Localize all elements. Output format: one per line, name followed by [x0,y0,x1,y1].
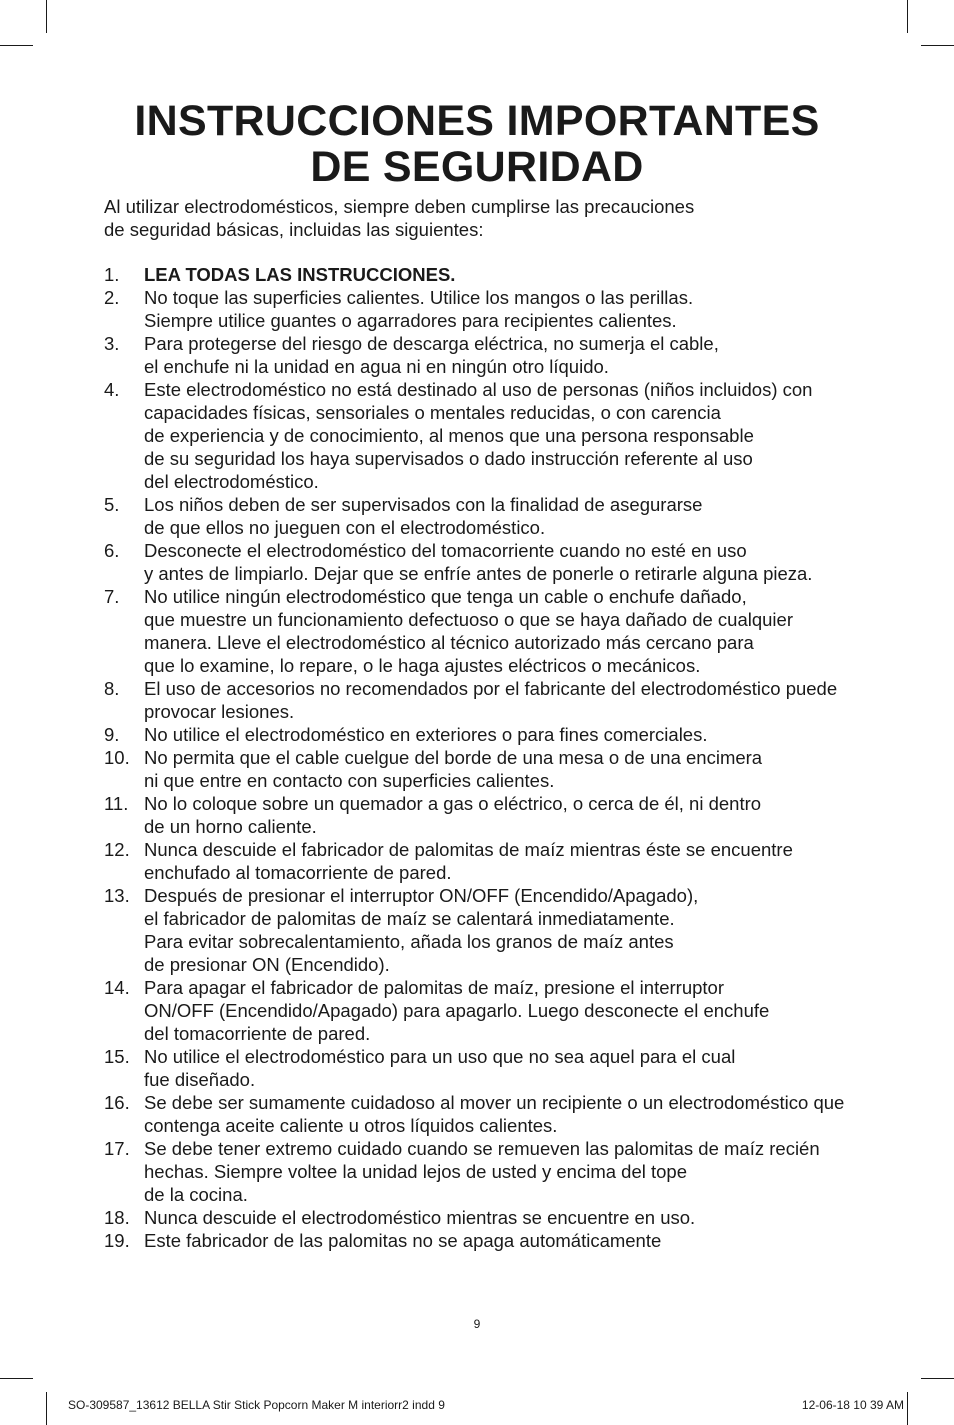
list-item-text-line: el enchufe ni la unidad en agua ni en ningún otro líquido. [144,356,609,377]
page-title-line-2: DE SEGURIDAD [310,143,644,191]
list-item [104,585,864,677]
intro-line-2: de seguridad básicas, incluidas las siguientes: [104,219,484,240]
list-item [104,1091,864,1137]
list-item [104,493,864,539]
list-item-number: 13. [104,885,130,906]
page-title [0,98,954,190]
list-item-text-line: del electrodoméstico. [144,471,319,492]
list-item [104,378,864,493]
crop-mark-top-left-vertical [46,0,47,33]
list-item-text-line: Siempre utilice guantes o agarradores para recipientes calientes. [144,310,677,331]
crop-mark-top-right-vertical [907,0,908,33]
intro-paragraph [104,195,864,241]
list-item-text-line: Nunca descuide el fabricador de palomitas de maíz mientras éste se encuentre [144,839,793,860]
crop-mark-bottom-left-horizontal [0,1378,33,1379]
list-item-text-line: capacidades físicas, sensoriales o mentales reducidas, o con carencia [144,402,721,423]
list-item-text-line: de experiencia y de conocimiento, al menos que una persona responsable [144,425,754,446]
list-item-text-line: y antes de limpiarlo. Dejar que se enfríe antes de ponerle o retirarle alguna pieza. [144,563,813,584]
list-item-text-line: Desconecte el electrodoméstico del tomacorriente cuando no esté en uso [144,540,747,561]
list-item-text-line: No utilice el electrodoméstico en exteriores o para fines comerciales. [144,724,708,745]
list-item-text-line: No lo coloque sobre un quemador a gas o eléctrico, o cerca de él, ni dentro [144,793,762,814]
list-item-text-line: que muestre un funcionamiento defectuoso o que se haya dañado de cualquier [144,609,793,630]
list-item [104,746,864,792]
list-item-text-line: Se debe ser sumamente cuidadoso al mover un recipiente o un electrodoméstico que [144,1092,845,1113]
list-item-number: 17. [104,1138,130,1159]
list-item-text-line: hechas. Siempre voltee la unidad lejos de usted y encima del tope [144,1161,688,1182]
list-item-number: 15. [104,1046,130,1067]
list-item-number: 4. [104,379,120,400]
list-item-number: 11. [104,793,129,814]
list-item [104,976,864,1045]
list-item-text-line: provocar lesiones. [144,701,295,722]
footer-file-name: SO-309587_13612 BELLA Stir Stick Popcorn Maker M interiorr2 indd 9 [68,1398,445,1412]
list-item-text-line: El uso de accesorios no recomendados por el fabricante del electrodoméstico puede [144,678,838,699]
list-item [104,1206,864,1229]
list-item-text-line: de presionar ON (Encendido). [144,954,390,975]
list-item-text-line: Para apagar el fabricador de palomitas de maíz, presione el interruptor [144,977,724,998]
list-item-text-line: de que ellos no jueguen con el electrodoméstico. [144,517,546,538]
list-item-text-line: del tomacorriente de pared. [144,1023,371,1044]
list-item-text-line: manera. Lleve el electrodoméstico al técnico autorizado más cercano para [144,632,754,653]
list-item-text-line: LEA TODAS LAS INSTRUCCIONES. [144,264,456,285]
list-item [104,1229,864,1252]
list-item-number: 7. [104,586,120,607]
list-item-number: 12. [104,839,130,860]
list-item-text-line: que lo examine, lo repare, o le haga ajustes eléctricos o mecánicos. [144,655,701,676]
list-item [104,884,864,976]
list-item [104,792,864,838]
list-item-text-line: No permita que el cable cuelgue del borde de una mesa o de una encimera [144,747,763,768]
list-item [104,1045,864,1091]
list-item-text-line: ni que entre en contacto con superficies calientes. [144,770,555,791]
intro-line-1: Al utilizar electrodomésticos, siempre deben cumplirse las precauciones [104,196,695,217]
list-item [104,332,864,378]
list-item [104,263,864,286]
list-item-text-line: enchufado al tomacorriente de pared. [144,862,452,883]
list-item-text-line: Este electrodoméstico no está destinado al uso de personas (niños incluidos) con [144,379,813,400]
list-item-text-line: Para evitar sobrecalentamiento, añada los granos de maíz antes [144,931,674,952]
list-item-text-line: fue diseñado. [144,1069,256,1090]
list-item-text-line: Después de presionar el interruptor ON/OFF (Encendido/Apagado), [144,885,699,906]
crop-mark-bottom-right-vertical [907,1392,908,1425]
list-item-number: 9. [104,724,120,745]
list-item-text-line: Para protegerse del riesgo de descarga eléctrica, no sumerja el cable, [144,333,719,354]
safety-instructions-list [104,263,864,1252]
list-item-text-line: el fabricador de palomitas de maíz se calentará inmediatamente. [144,908,675,929]
list-item-number: 18. [104,1207,130,1228]
list-item-text-line: No toque las superficies calientes. Utilice los mangos o las perillas. [144,287,694,308]
footer-timestamp: 12-06-18 10 39 AM [801,1398,904,1412]
list-item-number: 8. [104,678,120,699]
crop-mark-top-right-horizontal [921,45,954,46]
list-item-text-line: Nunca descuide el electrodoméstico mientras se encuentre en uso. [144,1207,696,1228]
list-item-text-line: No utilice el electrodoméstico para un uso que no sea aquel para el cual [144,1046,736,1067]
list-item [104,677,864,723]
list-item [104,286,864,332]
list-item [104,539,864,585]
list-item-number: 5. [104,494,120,515]
page-number: 9 [473,1317,481,1331]
list-item-text-line: de su seguridad los haya supervisados o dado instrucción referente al uso [144,448,753,469]
list-item-number: 6. [104,540,120,561]
list-item-text-line: No utilice ningún electrodoméstico que tenga un cable o enchufe dañado, [144,586,747,607]
list-item-number: 10. [104,747,130,768]
crop-mark-top-left-horizontal [0,45,33,46]
list-item-number: 14. [104,977,130,998]
list-item-text-line: Este fabricador de las palomitas no se apaga automáticamente [144,1230,662,1251]
list-item-text-line: de la cocina. [144,1184,248,1205]
crop-mark-bottom-left-vertical [46,1392,47,1425]
list-item-number: 3. [104,333,120,354]
list-item-text-line: Los niños deben de ser supervisados con la finalidad de asegurarse [144,494,703,515]
list-item-text-line: ON/OFF (Encendido/Apagado) para apagarlo. Luego desconecte el enchufe [144,1000,770,1021]
list-item-text-line: Se debe tener extremo cuidado cuando se remueven las palomitas de maíz recién [144,1138,820,1159]
list-item-number: 19. [104,1230,130,1251]
list-item [104,723,864,746]
list-item-number: 2. [104,287,120,308]
list-item [104,838,864,884]
list-item-text-line: de un horno caliente. [144,816,317,837]
list-item [104,1137,864,1206]
list-item-number: 1. [104,264,120,285]
list-item-number: 16. [104,1092,130,1113]
crop-mark-bottom-right-horizontal [921,1378,954,1379]
page-title-line-1: INSTRUCCIONES IMPORTANTES [134,97,820,145]
list-item-text-line: contenga aceite caliente u otros líquidos calientes. [144,1115,558,1136]
